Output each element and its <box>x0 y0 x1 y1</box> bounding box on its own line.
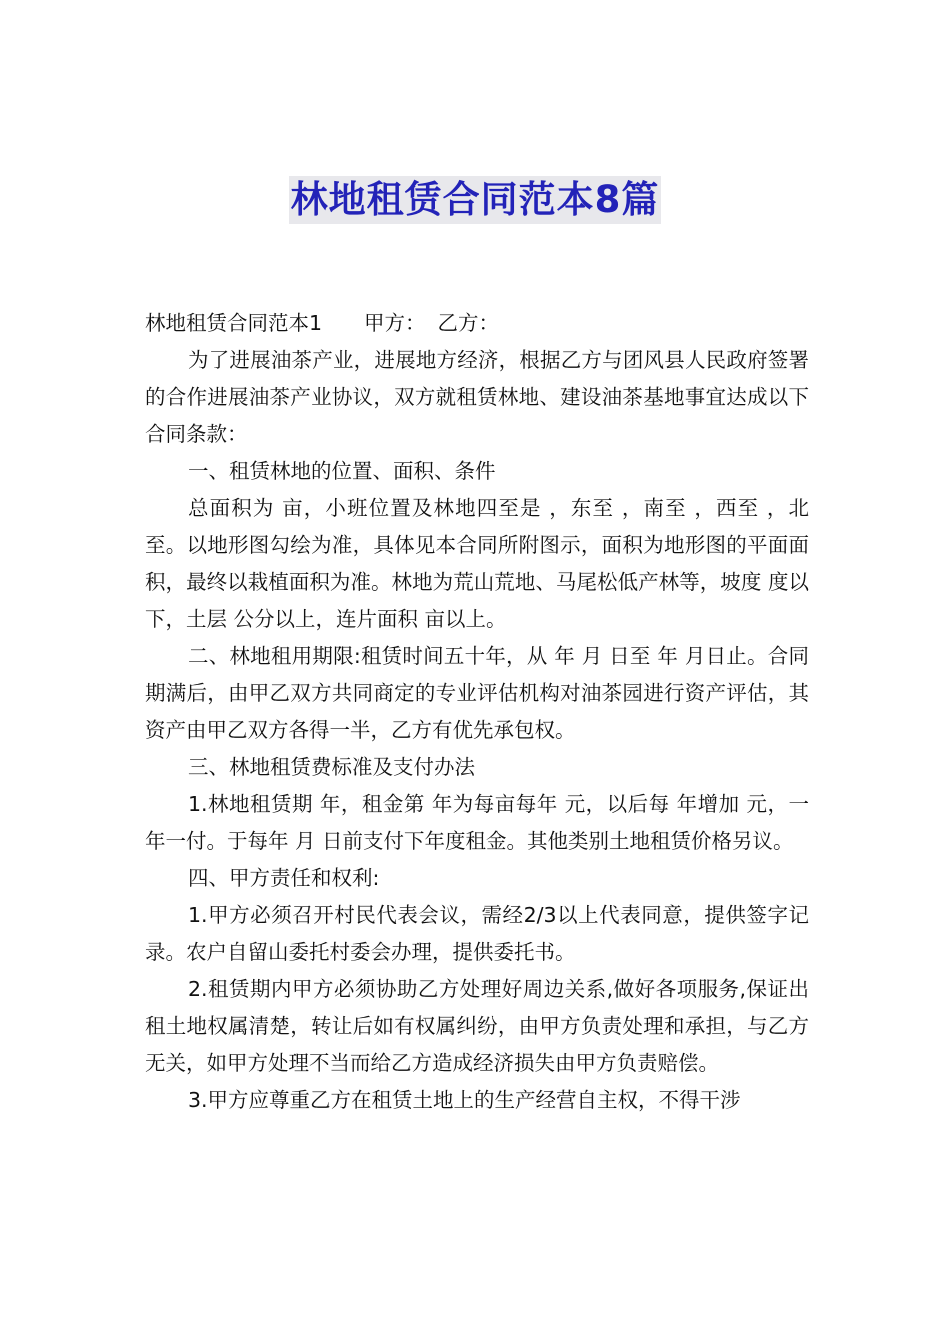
section-heading-2: 二、林地租用期限:租赁时间五十年，从 年 月 日至 年 月日止。合同期满后，由甲乙双方共同商定的专业评估机构对油茶园进行资产评估，其资产由甲乙双方各得一半，乙方有优先承包权。 <box>145 644 809 742</box>
document-title-block <box>0 176 950 224</box>
section-heading-4: 四、甲方责任和权利: <box>188 866 380 890</box>
paragraph-duty-1: 1.甲方必须召开村民代表会议，需经2/3以上代表同意，提供签字记录。农户自留山委托村委会办理，提供委托书。 <box>145 903 809 964</box>
section-heading-1: 一、租赁林地的位置、面积、条件 <box>188 459 496 483</box>
paragraph-rent: 1.林地租赁期 年，租金第 年为每亩每年 元，以后每 年增加 元，一年一付。于每年 月 日前支付下年度租金。其他类别土地租赁价格另议。 <box>145 792 809 853</box>
paragraph-duty-3: 3.甲方应尊重乙方在租赁土地上的生产经营自主权，不得干涉 <box>188 1088 741 1112</box>
document-body <box>145 305 809 1119</box>
paragraph-area: 总面积为 亩，小班位置及林地四至是 ，东至 ，南至 ，西至 ，北至。以地形图勾绘为准，具体见本合同所附图示，面积为地形图的平面面积，最终以栽植面积为准。林地为荒山荒地、马尾松低产林等，坡度 度以下，土层 公分以上，连片面积 亩以上。 <box>145 496 809 631</box>
party-a-label: 甲方： <box>364 311 426 335</box>
header-line <box>145 305 809 342</box>
party-b-label: 乙方： <box>437 311 500 335</box>
document-title: 林地租赁合同范本8篇 <box>289 176 662 224</box>
contract-label: 林地租赁合同范本1 <box>145 311 323 335</box>
section-heading-3: 三、林地租赁费标准及支付办法 <box>188 755 475 779</box>
paragraph-duty-2: 2.租赁期内甲方必须协助乙方处理好周边关系,做好各项服务,保证出租土地权属清楚，转让后如有权属纠纷，由甲方负责处理和承担，与乙方无关，如甲方处理不当而给乙方造成经济损失由甲方负责赔偿。 <box>145 977 809 1075</box>
paragraph-intro: 为了进展油茶产业，进展地方经济，根据乙方与团风县人民政府签署的合作进展油茶产业协议，双方就租赁林地、建设油茶基地事宜达成以下合同条款： <box>145 348 809 446</box>
